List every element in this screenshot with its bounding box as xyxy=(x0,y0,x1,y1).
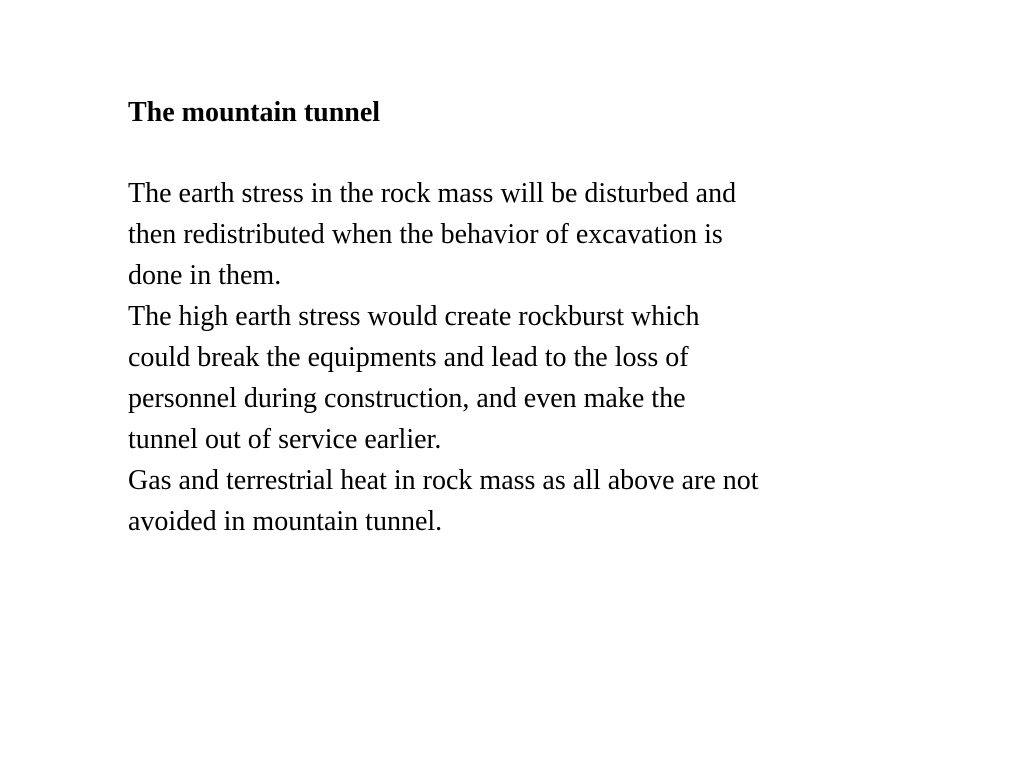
text-line: then redistributed when the behavior of excavation is xyxy=(128,219,723,250)
paragraph-rockburst xyxy=(128,296,918,460)
slide-content xyxy=(128,95,918,542)
text-line: The high earth stress would create rockburst which xyxy=(128,301,700,332)
text-line: tunnel out of service earlier. xyxy=(128,424,442,455)
text-line: personnel during construction, and even make the xyxy=(128,383,686,414)
paragraph-gas-heat xyxy=(128,460,918,542)
text-line: Gas and terrestrial heat in rock mass as all above are not xyxy=(128,465,759,496)
text-line: done in them. xyxy=(128,260,282,291)
text-line: could break the equipments and lead to the loss of xyxy=(128,342,689,373)
slide-title: The mountain tunnel xyxy=(128,97,381,128)
text-line: The earth stress in the rock mass will be disturbed and xyxy=(128,178,737,209)
text-line: avoided in mountain tunnel. xyxy=(128,506,443,537)
paragraph-earth-stress xyxy=(128,173,918,296)
